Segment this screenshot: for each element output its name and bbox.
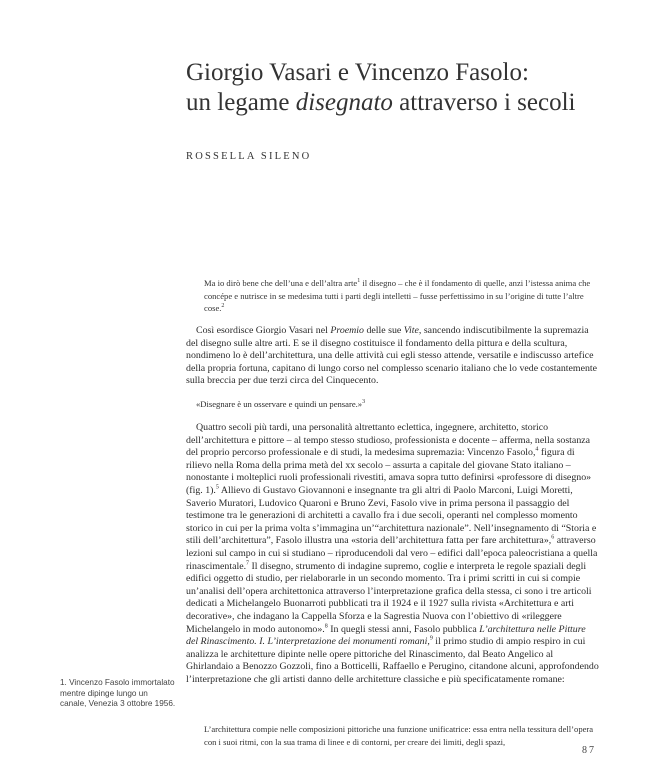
figure-caption: 1. Vincenzo Fasolo immortalato mentre dipinge lungo un canale, Venezia 3 ottobre 1956. bbox=[60, 678, 176, 709]
footnote-ref: 2 bbox=[221, 303, 225, 310]
footnote-ref: 3 bbox=[362, 399, 366, 406]
paragraph-2: Quattro secoli più tardi, una personalità altrettanto eclettica, ingegnere, architetto, storico dell’architettura e pittore – al tempo stesso studioso, professionista e docente – afferma, nella sostanza del proprio percorso professionale e di studi, la medesima supremazia: Vincenzo Fasolo,$^4$ figura di rilievo nella Roma della prima metà del xx secolo – assurta a capitale del giovane Stato italiano – nonostante i molteplici ruoli professionali rivestiti, amava sopra tutto definirsi «professore di disegno» (fig. 1).$^5$ Allievo di Gustavo Giovannoni e insegnante tra gli altri di Paolo Marconi, Luigi Moretti, Saverio Muratori, Ludovico Quaroni e Bruno Zevi, Fasolo vive in prima persona il passaggio del testimone tra le generazioni di architetti a cavallo fra i due secoli, operanti nel complesso momento storico in cui per la prima volta s’immagina un’“architettura nazionale”. Nell’insegnamento di “Storia e stili dell’architettura”, Fasolo illustra una «storia dell’architettura fatta per fare architettura»,$^6$ attraverso lezioni sul campo in cui si studiano – riproducendoli dal vero – edifici dall’epoca paleocristiana a quella rinascimentale.$^7$ Il disegno, strumento di indagine supremo, coglie e interpreta le regole spaziali degli edifici oggetto di studio, per rielaborarle in un secondo momento. Tra i primi scritti in cui si compie un’analisi dell’opera architettonica attraverso l’interpretazione grafica della stessa, ci sono i tre articoli dedicati a Michelangelo Buonarroti pubblicati tra il 1924 e il 1927 sulla rivista «Architettura e arti decorative», che indagano la Cappella Sforza e la Sagrestia Nuova con l’obiettivo di «rileggere Michelangelo in modo autonomo».$^8$ In quegli stessi anni, Fasolo pubblica L’architettura nelle Pitture del Rinascimento. I. L’interpretazione dei monumenti romani,$^9$ il primo studio di ampio respiro in cui analizza le architetture dipinte nelle opere pittoriche del Rinascimento, dal Beato Angelico al Ghirlandaio a Benozzo Gozzoli, fino a Botticelli, Raffaello e Perugino, citandone alcuni, approfondendo l’interpretazione che gli artisti danno delle architetture classiche e più specificatamente romane: bbox=[186, 422, 599, 685]
title-line-2: un legame disegnato attraverso i secoli bbox=[186, 89, 576, 116]
article-title bbox=[186, 58, 606, 118]
author-name: ROSSELLA SILENO bbox=[186, 151, 312, 162]
paragraph-1: Così esordisce Giorgio Vasari nel Proemio delle sue Vite, sancendo indiscutibilmente la supremazia del disegno sulle altre arti. E se il disegno costituisce il fondamento della pittura e della scultura, nondimeno lo è dell’architettura, una delle attività cui egli stesso attende, versatile e indiscusso artefice della propria fortuna, capitano di lungo corso nel complesso scenario italiano che lo vede costantemente sulla breccia per due terzi circa del Cinquecento. bbox=[186, 325, 598, 387]
footnote-ref: 5 bbox=[215, 484, 219, 491]
title-emphasis: disegnato bbox=[295, 89, 393, 116]
title-line-1: Giorgio Vasari e Vincenzo Fasolo: bbox=[186, 59, 529, 86]
page-number: 87 bbox=[582, 745, 596, 756]
footnote-ref: 8 bbox=[324, 623, 328, 630]
block-quote: L’architettura compie nelle composizioni pittoriche una funzione unificatrice: essa entra nella tessitura dell’opera con i suoi ritmi, con la sua trama di linee e di contorni, per creare dei limiti, degli spazi, bbox=[204, 724, 594, 747]
footnote-ref: 1 bbox=[357, 278, 361, 285]
footnote-ref: 9 bbox=[429, 635, 433, 642]
footnote-ref: 7 bbox=[246, 560, 250, 567]
inline-quote: «Disegnare è un osservare e quindi un pensare.»$^3$ bbox=[196, 399, 366, 409]
footnote-ref: 6 bbox=[551, 535, 555, 542]
footnote-ref: 4 bbox=[535, 446, 539, 453]
epigraph: Ma io dirò bene che dell’una e dell’altra arte$^1$ il disegno – che è il fondamento di quelle, anzi l’istessa anima che concépe e nutrisce in se medesima tutti i parti degli intelletti – fusse perfettissimo in su l’origine di tutte l’altre cose.$^2$ bbox=[204, 278, 591, 313]
